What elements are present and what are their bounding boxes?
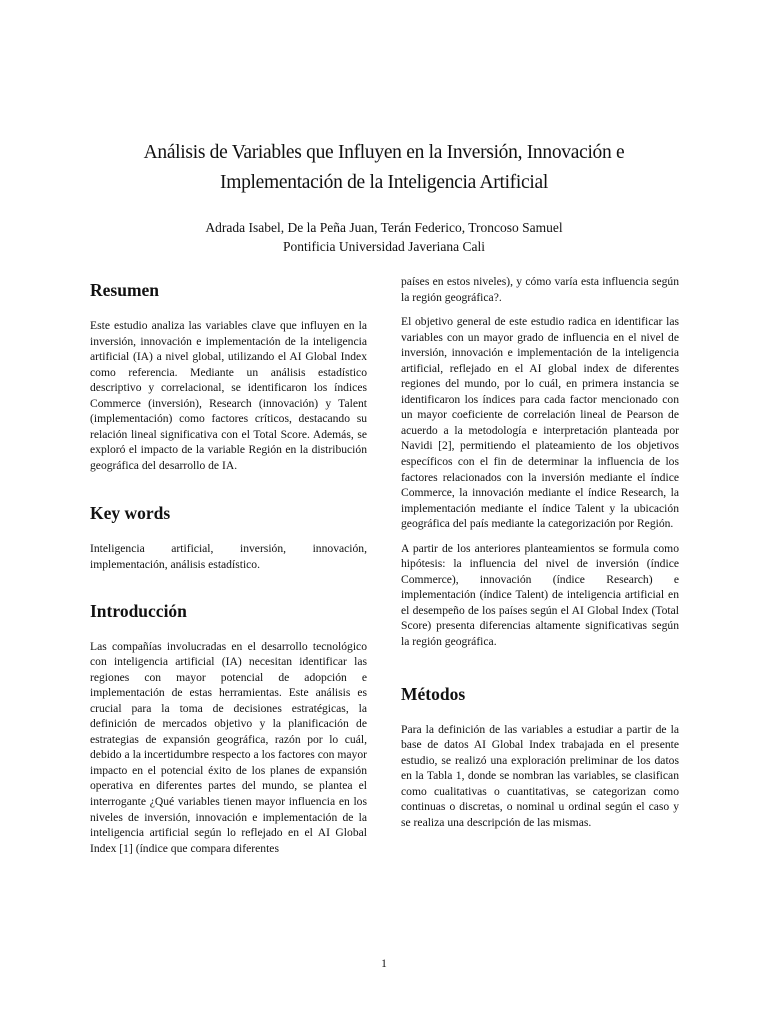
keywords-text: Inteligencia artificial, inversión, innovación, implementación, análisis estadístico. [90, 542, 367, 572]
heading-resumen: Resumen [90, 280, 160, 300]
author-list: Adrada Isabel, De la Peña Juan, Terán Federico, Troncoso Samuel [205, 220, 563, 235]
intro-paragraph-2: El objetivo general de este estudio radica en identificar las variables con un mayor grado de influencia en el nivel de inversión, innovación e implementación de la inteligencia artificial, reflejado en el AI global index de diferentes regiones del mundo, por lo cuál, en primera instancia se identificaron los índices para cada factor mencionado con un mayor coeficiente de correlación lineal de Pearson de acuerdo a la metodología e interpretación planteada por Navidi [2], permitiendo el plateamiento de los objetivos específicos con el fin de determinar la influencia de los factores relacionados con la inversión mediante el índice Commerce, la innovación mediante el índice Research, la implementación mediante el índice Talent y la ubicación geográfica del país mediante la categorización por Región. [401, 315, 679, 531]
right-column [401, 272, 679, 830]
intro-paragraph-1-continued: países en estos niveles), y cómo varía esta influencia según la región geográfica?. [401, 275, 679, 304]
title-line-1: Análisis de Variables que Influyen en la Inversión, Innovación e [143, 142, 625, 163]
page-number: 1 [381, 958, 387, 970]
intro-paragraph-1: Las compañías involucradas en el desarrollo tecnológico con inteligencia artificial (IA) necesitan identificar las regiones con mayor potencial de adopción e implementación de estas herramientas. Este análisis es crucial para la toma de decisiones estratégicas, la definición de mercados objetivo y la planificación de estrategias de expansión geográfica, razón por lo cuál, debido a la incertidumbre respecto a los factores con mayor impacto en el potencial éxito de los planes de expansión operativa en diferentes partes del mundo, se plantea el interrogante ¿Qué variables tienen mayor influencia en los niveles de inversión, innovación e implementación de la inteligencia artificial según lo reflejado en el AI Global Index [1] (índice que compara diferentes [90, 639, 367, 855]
intro-paragraph-3: A partir de los anteriores planteamientos se formula como hipótesis: la influencia del nivel de inversión (índice Commerce), innovación (índice Research) e implementación (índice Talent) de inteligencia artificial en el desempeño de los países según el AI Global Index (Total Score) presenta diferencias altamente significativas según la región geográfica. [401, 541, 679, 649]
heading-keywords: Key words [90, 503, 171, 524]
methods-text: Para la definición de las variables a estudiar a partir de la base de datos AI Global Index trabajada en el presente estudio, se realizó una exploración preliminar de los datos en la Tabla 1, donde se nombran las variables, se clasifican como cualitativas o cuantitativas, se categorizan como continuas o discretas, o nominal u ordinal según el caso y se realiza una descripción de las mismas. [401, 722, 679, 829]
abstract-text: Este estudio analiza las variables clave que influyen en la inversión, innovación e implementación de la inteligencia artificial (IA) a nivel global, utilizando el AI Global Index como referencia. Mediante un análisis estadístico descriptivo y correlacional, se identificaron los índices Commerce (inversión), Research (innovación) y Talent (implementación) como factores críticos, destacando su relación lineal significativa con el Total Score. Además, se exploró el impacto de la variable Región en la distribución geográfica del desarrollo de IA. [90, 319, 367, 472]
title-line-2: Implementación de la Inteligencia Artificial [220, 172, 548, 193]
paper-title [60, 138, 708, 198]
affiliation: Pontificia Universidad Javeriana Cali [282, 239, 486, 254]
author-block [60, 218, 708, 256]
heading-metodos: Métodos [401, 683, 466, 704]
heading-introduccion: Introducción [90, 600, 187, 621]
left-column [90, 272, 367, 856]
